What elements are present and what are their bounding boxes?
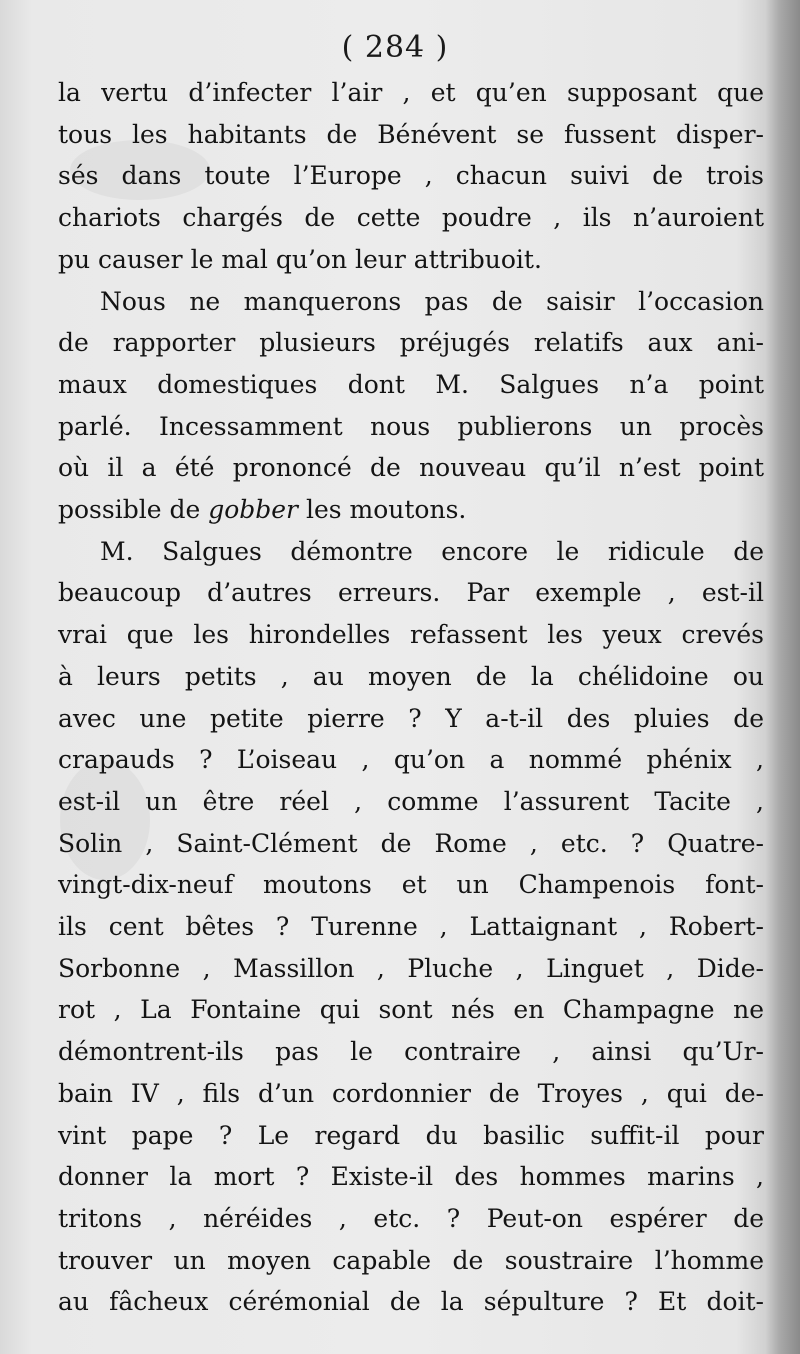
page-number: ( 284 ) (341, 30, 449, 65)
text-line: beaucoup d’autres erreurs. Par exemple , est-il (58, 578, 764, 608)
italic-word: gobber (208, 495, 299, 525)
text-line: où il a été prononcé de nouveau qu’il n’est point (58, 453, 764, 483)
page-gutter-shadow (766, 0, 800, 1354)
text-line: rot , La Fontaine qui sont nés en Champagne ne (58, 995, 764, 1025)
text-line: maux domestiques dont M. Salgues n’a point (58, 369, 764, 399)
text-line: tous les habitants de Bénévent se fussent disper- (58, 119, 764, 149)
text-line: trouver un moyen capable de soustraire l’homme (58, 1245, 764, 1275)
text-line: Nous ne manquerons pas de saisir l’occasion (100, 286, 764, 316)
text-line: bain IV , fils d’un cordonnier de Troyes , qui de- (58, 1078, 764, 1108)
text-line: est-il un être réel , comme l’assurent Tacite , (58, 786, 764, 816)
text-line: donner la mort ? Existe-il des hommes marins , (58, 1162, 764, 1192)
text-line: vrai que les hirondelles refassent les yeux crevés (58, 620, 764, 650)
text-line: M. Salgues démontre encore le ridicule de (100, 536, 764, 566)
text-line (58, 489, 764, 531)
text-segment: les moutons. (298, 495, 467, 525)
text-segment: possible de (58, 495, 209, 525)
text-line: sés dans toute l’Europe , chacun suivi de trois (58, 161, 764, 191)
body-text (58, 72, 764, 1323)
text-line: chariots chargés de cette poudre , ils n’auroient (58, 203, 764, 233)
text-line: au fâcheux cérémonial de la sépulture ? Et doit- (58, 1287, 764, 1317)
text-line: Solin , Saint-Clément de Rome , etc. ? Quatre- (58, 828, 764, 858)
text-line: à leurs petits , au moyen de la chélidoine ou (58, 661, 764, 691)
text-line: Sorbonne , Massillon , Pluche , Linguet , Dide- (58, 953, 764, 983)
text-line: vint pape ? Le regard du basilic suffit-il pour (58, 1120, 764, 1150)
text-line: tritons , néréides , etc. ? Peut-on espérer de (58, 1203, 764, 1233)
text-line: la vertu d’infecter l’air , et qu’en supposant que (58, 78, 764, 107)
text-line: crapauds ? L’oiseau , qu’on a nommé phénix , (58, 745, 764, 775)
text-line: avec une petite pierre ? Y a-t-il des pluies de (58, 703, 764, 733)
text-line: ils cent bêtes ? Turenne , Lattaignant , Robert- (58, 912, 764, 942)
text-line: vingt-dix-neuf moutons et un Champenois font- (58, 870, 764, 900)
text-line: de rapporter plusieurs préjugés relatifs aux ani- (58, 328, 764, 358)
text-line: parlé. Incessamment nous publierons un procès (58, 411, 764, 441)
text-line: pu causer le mal qu’on leur attribuoit. (58, 244, 542, 274)
text-line: démontrent-ils pas le contraire , ainsi qu’Ur- (58, 1037, 764, 1067)
